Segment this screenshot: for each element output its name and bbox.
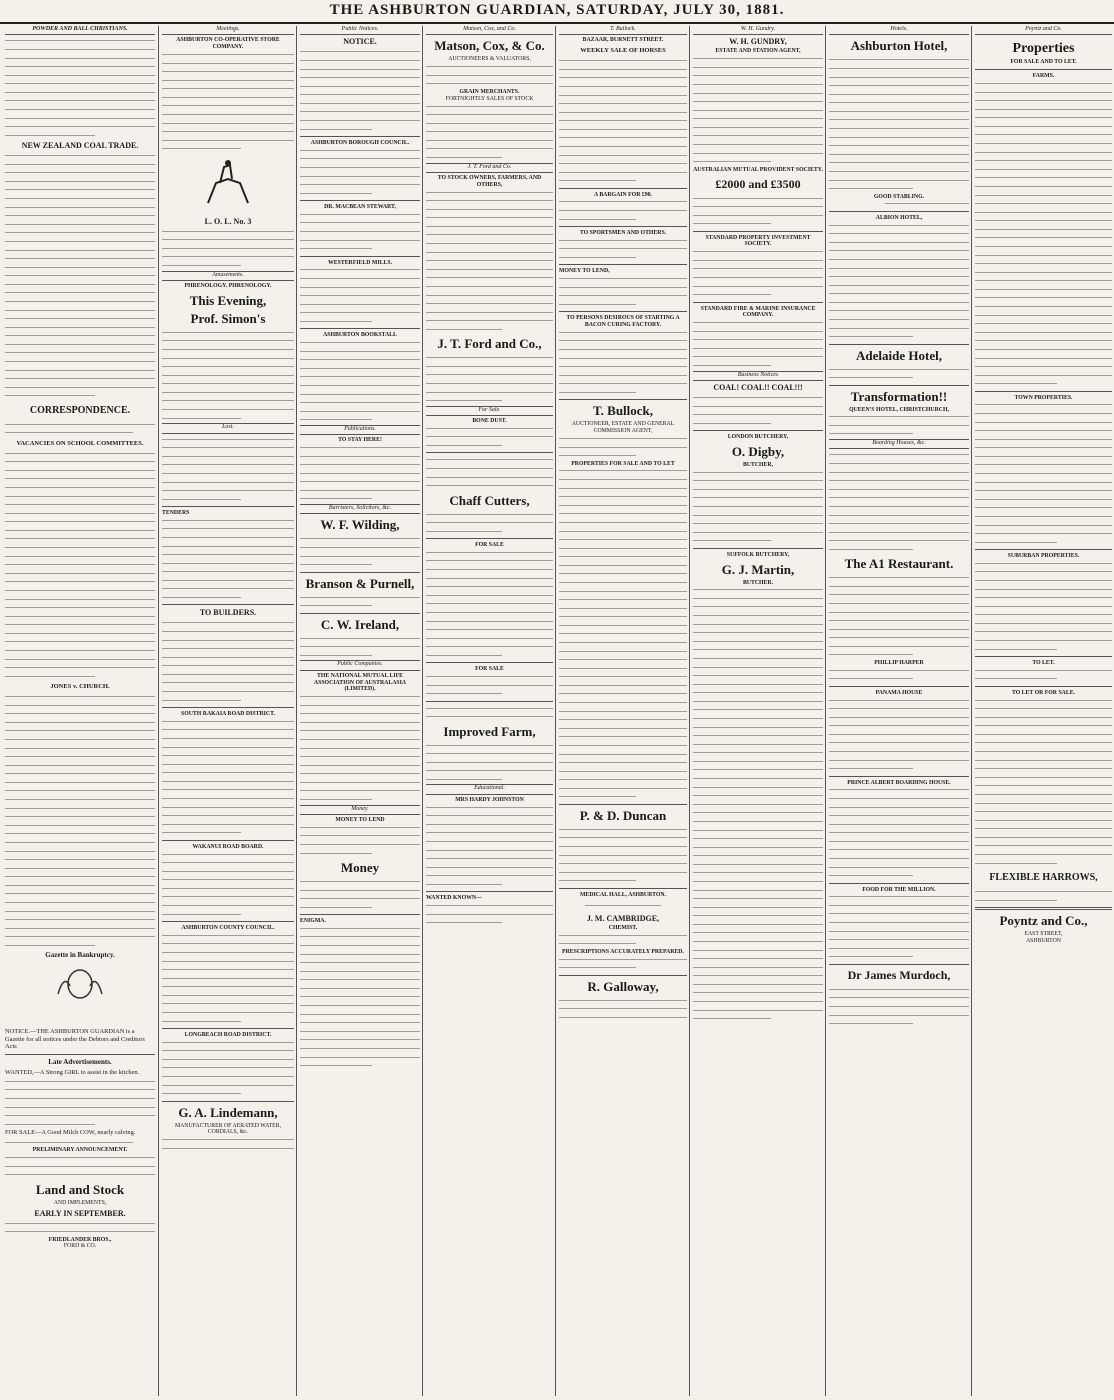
cambridge: J. M. CAMBRIDGE, xyxy=(586,913,660,923)
prof-simons: Prof. Simon's xyxy=(190,310,266,326)
money-lend-2: MONEY TO LEND, xyxy=(559,268,610,275)
horseman-emblem-icon xyxy=(198,157,258,213)
coal: COAL! COAL!! COAL!!! xyxy=(713,382,803,392)
standard-property: STANDARD PROPERTY INVESTMENT SOCIETY. xyxy=(705,234,811,248)
column-8-heading: Poyntz and Co. xyxy=(975,26,1112,35)
column-6 xyxy=(689,26,826,1396)
estate-agent: ESTATE AND STATION AGENT, xyxy=(715,48,801,55)
phrenology: PHRENOLOGY. PHRENOLOGY. xyxy=(184,283,272,290)
poyntz-street: EAST STREET, xyxy=(1024,930,1063,937)
ad-ford: FORD & CO. xyxy=(63,1243,97,1250)
amounts: £2000 and £3500 xyxy=(715,176,801,191)
ad-cow: FOR SALE—A Good Milch COW, nearly calving. xyxy=(5,1129,136,1137)
galloway: R. Galloway, xyxy=(587,978,659,994)
prescriptions: PRESCRIPTIONS ACCURATELY PREPARED. xyxy=(562,948,684,955)
phillip-harper: PHILLIP HARPER xyxy=(874,659,924,666)
stock-owners: TO STOCK OWNERS, FARMERS, AND OTHERS, xyxy=(437,174,542,188)
ad-implements: AND IMPLEMENTS, xyxy=(53,1199,107,1206)
town-properties: TOWN PROPERTIES. xyxy=(1014,394,1073,401)
column-7 xyxy=(825,26,972,1396)
builders-heading: TO BUILDERS. xyxy=(199,608,257,618)
column-1 xyxy=(2,26,158,1396)
gazette-heading: Gazette in Bankruptcy. xyxy=(45,951,115,960)
branson-purnell: Branson & Purnell, xyxy=(305,575,415,591)
national-mutual: THE NATIONAL MUTUAL LIFE ASSOCIATION OF AUSTRALASIA (LIMITED). xyxy=(313,672,407,693)
correspondence-heading: CORRESPONDENCE. xyxy=(29,404,131,416)
for-sale-to-let: FOR SALE AND TO LET. xyxy=(1010,59,1077,66)
coal-trade-heading: NEW ZEALAND COAL TRADE. xyxy=(21,141,139,151)
county-council: ASHBURTON COUNTY COUNCIL. xyxy=(181,924,275,931)
transformation: Transformation!! xyxy=(850,388,948,404)
ford-heading: J. T. Ford and Co. xyxy=(426,163,553,173)
suffolk-butchery: SUFFOLK BUTCHERY, xyxy=(726,551,790,558)
gundry-name: W. H. GUNDRY, xyxy=(729,37,787,47)
food-million: FOOD FOR THE MILLION. xyxy=(862,886,936,893)
martin: G. J. Martin, xyxy=(721,561,795,577)
albion-hotel: ALBION HOTEL, xyxy=(875,214,923,221)
matson-sub: AUCTIONEERS & VALUATORS, xyxy=(448,56,531,63)
for-sale-2: FOR SALE xyxy=(475,666,504,673)
wilding: W. F. Wilding, xyxy=(320,517,400,533)
dr-macbean: DR. MACBEAN STEWART, xyxy=(324,204,396,211)
ad-friedlander: FRIEDLANDER BROS., xyxy=(48,1236,112,1243)
column-5 xyxy=(555,26,690,1396)
tenders-1: TENDERS xyxy=(162,510,190,517)
for-sale-heading: For Sale. xyxy=(426,406,553,416)
mrs-hardy: MRS HARDY JOHNSTON xyxy=(455,796,524,803)
ad-september: EARLY IN SEPTEMBER. xyxy=(34,1208,126,1218)
ashburton-hotel: Ashburton Hotel, xyxy=(850,38,948,54)
chaff-cutters: Chaff Cutters, xyxy=(449,492,530,508)
london-butchery: LONDON BUTCHERY, xyxy=(727,434,789,441)
queens-hotel: QUEEN'S HOTEL, CHRISTCHURCH, xyxy=(849,406,949,413)
sportsmen: TO SPORTSMEN AND OTHERS. xyxy=(579,230,667,237)
matson-title: Matson, Cox, & Co. xyxy=(434,38,545,54)
dr-murdoch: Dr James Murdoch, xyxy=(847,967,951,982)
for-sale-1: FOR SALE xyxy=(475,542,504,549)
westerfield-mills: WESTERFIELD MILLS. xyxy=(327,259,393,266)
wakanui: WAKANUI ROAD BOARD. xyxy=(192,843,264,850)
poyntz-town: ASHBURTON xyxy=(1026,937,1061,944)
ad-girl: WANTED,—A Strong GIRL to assist in the kitchen. xyxy=(5,1068,140,1076)
column-1-heading: POWDER AND BALL CHRISTIANS. xyxy=(5,26,155,35)
bookstall: ASHBURTON BOOKSTALL xyxy=(323,332,397,339)
educational-heading: Educational. xyxy=(426,784,553,794)
adelaide-hotel: Adelaide Hotel, xyxy=(856,347,942,363)
enigma: ENIGMA. xyxy=(300,918,326,925)
weekly-sale: WEEKLY SALE OF HORSES xyxy=(580,47,666,55)
good-stabling: GOOD STABLING. xyxy=(873,193,925,200)
to-let: TO LET. xyxy=(1032,660,1055,667)
column-6-heading: W. H. Gundry. xyxy=(693,26,823,35)
farms-heading: FARMS. xyxy=(1032,73,1055,80)
bazaar: BAZAAR, BURNETT STREET. xyxy=(582,37,664,44)
notice-heading: NOTICE. xyxy=(343,37,377,47)
suburban-properties: SUBURBAN PROPERTIES. xyxy=(1007,553,1080,560)
jones-church-heading: JONES v. CHURCH. xyxy=(50,683,110,691)
amusements-heading: Amusements. xyxy=(162,271,294,281)
boarding-heading: Boarding Houses, &c. xyxy=(829,439,969,449)
lodge-title: L. O. L. No. 3 xyxy=(204,216,252,226)
longbeach: LONGBEACH ROAD DISTRICT. xyxy=(184,1031,272,1038)
lindemann-trade: MANUFACTURER OF AERATED WATER, CORDIALS, &c. xyxy=(174,1122,282,1136)
lindemann: G. A. Lindemann, xyxy=(178,1104,278,1120)
co-op-store: ASHBURTON CO-OPERATIVE STORE COMPANY. xyxy=(176,37,280,51)
improved-farm: Improved Farm, xyxy=(443,723,536,739)
chemist: CHEMIST. xyxy=(608,924,638,931)
column-2 xyxy=(158,26,297,1396)
wanted-known: WANTED KNOWN— xyxy=(426,895,482,902)
money-heading: Money. xyxy=(300,805,420,815)
medical-hall: MEDICAL HALL, ASHBURTON. xyxy=(579,891,667,898)
bullock-sub: AUCTIONEER, ESTATE AND GENERAL COMMISSION AGENT, xyxy=(571,421,675,435)
public-companies-heading: Public Companies. xyxy=(300,660,420,670)
money-to-lend: MONEY TO LEND xyxy=(335,817,385,824)
late-ads-heading: Late Advertisements. xyxy=(48,1057,112,1066)
panama-house: PANAMA HOUSE xyxy=(875,689,923,696)
vacancies-heading: VACANCIES ON SCHOOL COMMITTEES. xyxy=(16,439,144,447)
royal-arms-icon xyxy=(50,964,110,1024)
business-notices-heading: Business Notices xyxy=(693,371,823,381)
lost-heading: Lost. xyxy=(162,423,294,433)
ireland: C. W. Ireland, xyxy=(320,616,400,632)
prince-albert: PRINCE ALBERT BOARDING HOUSE. xyxy=(847,779,951,786)
bargain: A BARGAIN FOR £90. xyxy=(594,191,652,198)
column-7-heading: Hotels. xyxy=(829,26,969,35)
publications-heading: Publications. xyxy=(300,425,420,435)
butcher-2: BUTCHER. xyxy=(742,579,774,586)
fortnightly-sales: FORTNIGHTLY SALES OF STOCK xyxy=(445,95,534,102)
column-5-heading: T. Bullock. xyxy=(559,26,687,35)
standard-fire: STANDARD FIRE & MARINE INSURANCE COMPANY. xyxy=(700,305,816,319)
south-rakaia: SOUTH RAKAIA ROAD DISTRICT. xyxy=(181,711,275,718)
column-4-heading: Matson, Cox, and Co. xyxy=(426,26,553,35)
properties-to-let: PROPERTIES FOR SALE AND TO LET xyxy=(571,460,675,467)
digby: O. Digby, xyxy=(731,443,785,459)
borough-council: ASHBURTON BOROUGH COUNCIL. xyxy=(310,140,410,146)
butcher-1: BUTCHER, xyxy=(742,461,774,468)
to-let-or-sale: TO LET OR FOR SALE. xyxy=(1011,689,1076,696)
column-3 xyxy=(296,26,423,1396)
column-2-heading: Meetings. xyxy=(162,26,294,35)
poyntz-name: Poyntz and Co., xyxy=(999,912,1088,928)
masthead-title: THE ASHBURTON GUARDIAN, SATURDAY, JULY 30, 1881. xyxy=(329,2,785,18)
column-8 xyxy=(971,26,1114,1396)
grain-merchants: GRAIN MERCHANTS. xyxy=(459,88,520,95)
this-evening: This Evening, xyxy=(189,292,267,308)
a1-restaurant: The A1 Restaurant. xyxy=(844,556,954,572)
money-big: Money xyxy=(340,859,380,875)
column-4 xyxy=(422,26,556,1396)
barristers-heading: Barristers, Solicitors, &c. xyxy=(300,504,420,514)
ad-land-stock: Land and Stock xyxy=(35,1181,125,1197)
stay-here: TO STAY HERE! xyxy=(338,437,382,444)
properties-title: Properties xyxy=(1012,41,1075,57)
bone-dust: BONE DUST. xyxy=(472,418,507,425)
bullock-title: T. Bullock, xyxy=(592,403,654,419)
pd-duncan: P. & D. Duncan xyxy=(579,807,667,823)
ford-title: J. T. Ford and Co., xyxy=(437,336,542,352)
masthead xyxy=(0,0,1114,24)
bacon-factory: TO PERSONS DESIROUS OF STARTING A BACON CURING FACTORY. xyxy=(566,315,680,329)
gazette-notice: NOTICE.—THE ASHBURTON GUARDIAN is a Gazette for all notices under the Debtors and Creditors Acts xyxy=(5,1028,145,1051)
flexible-harrows: FLEXIBLE HARROWS, xyxy=(989,871,1098,883)
ad-preliminary: PRELIMINARY ANNOUNCEMENT. xyxy=(32,1147,128,1154)
amp-society: AUSTRALIAN MUTUAL PROVIDENT SOCIETY. xyxy=(693,166,823,173)
column-3-heading: Public Notices. xyxy=(300,26,420,35)
